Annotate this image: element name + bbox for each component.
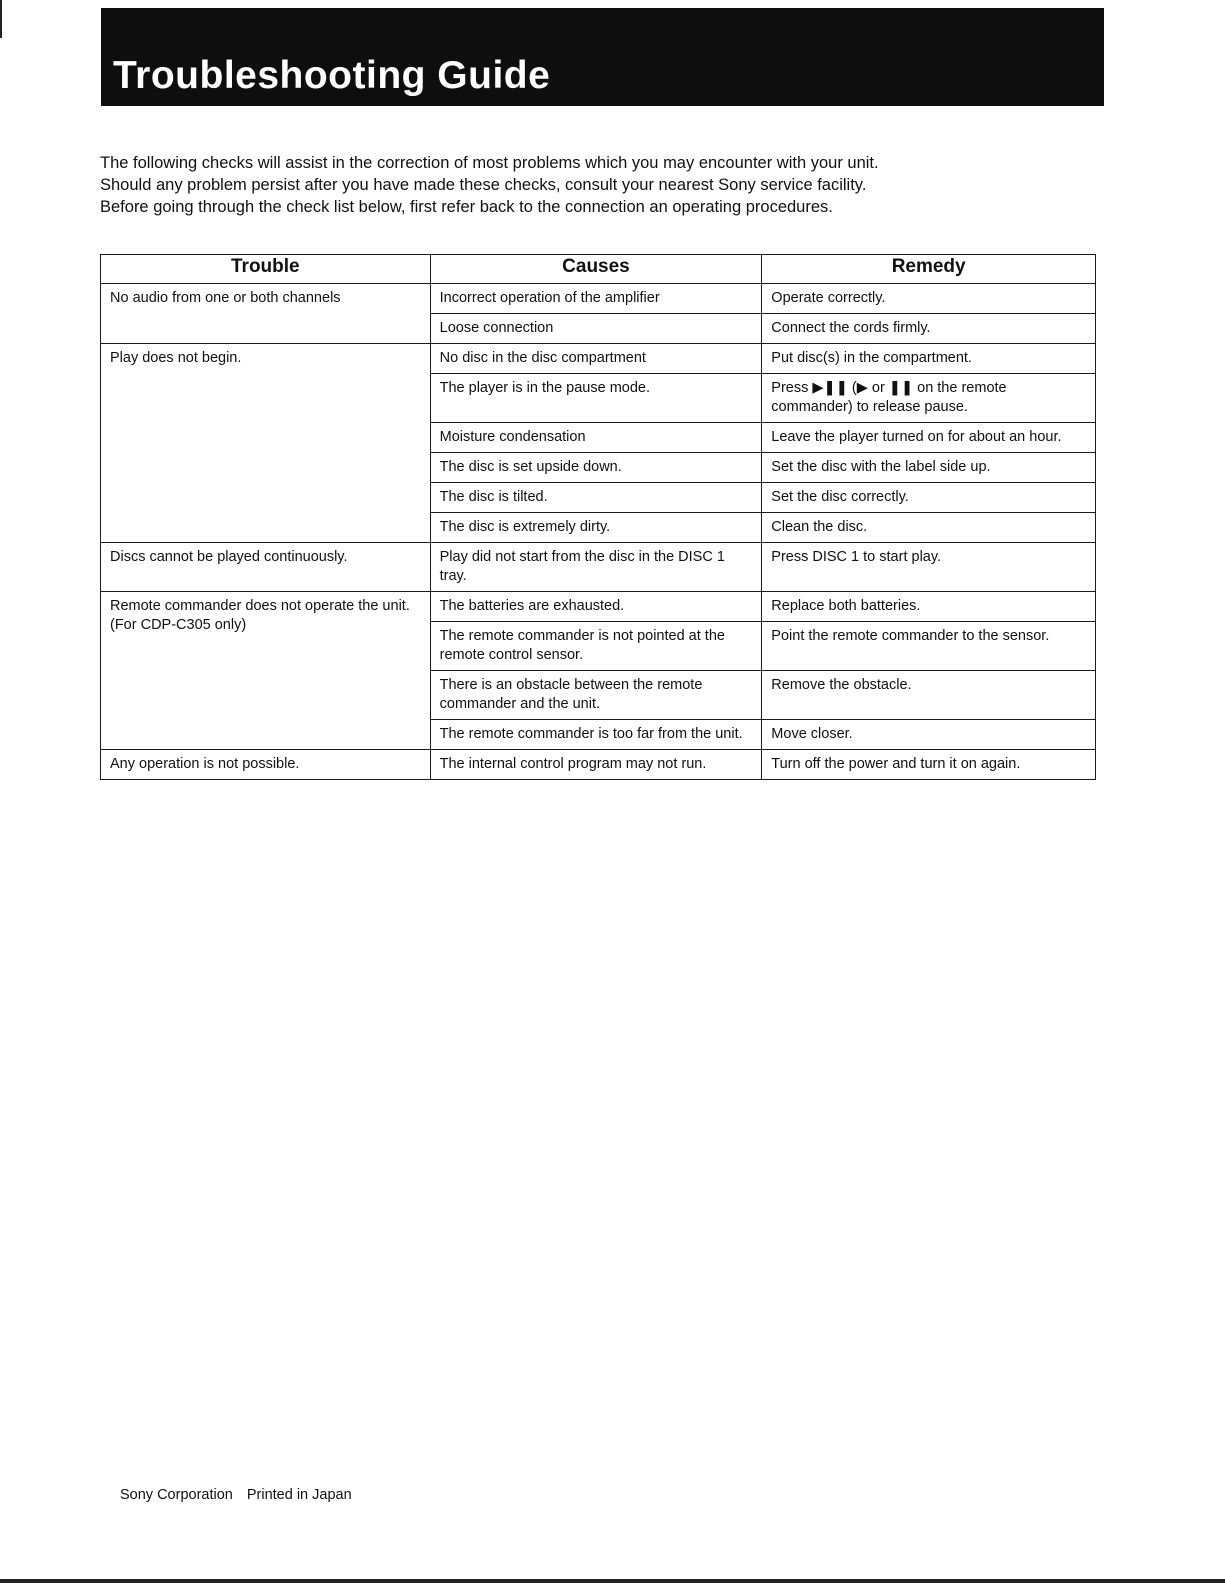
remedy-cell: Operate correctly. (762, 284, 1096, 314)
table-row (101, 344, 1096, 374)
footer (120, 1487, 352, 1503)
table-row (101, 284, 1096, 314)
intro-line: Before going through the check list below, first refer back to the connection an operating procedures. (100, 198, 833, 216)
remedy-cell: Press ▶❚❚ (▶ or ❚❚ on the remote commander) to release pause. (762, 374, 1096, 423)
trouble-text: Any operation is not possible. (110, 756, 300, 772)
trouble-cell (101, 750, 431, 780)
cause-cell: No disc in the disc compartment (430, 344, 762, 374)
scan-edge-mark (0, 0, 2, 38)
trouble-cell (101, 284, 431, 344)
remedy-cell: Put disc(s) in the compartment. (762, 344, 1096, 374)
trouble-cell (101, 592, 431, 750)
header-remedy: Remedy (762, 255, 1096, 284)
trouble-text: (For CDP-C305 only) (110, 617, 247, 633)
header-causes: Causes (430, 255, 762, 284)
cause-cell: Loose connection (430, 314, 762, 344)
table-row (101, 543, 1096, 592)
remedy-cell: Move closer. (762, 720, 1096, 750)
remedy-cell: Point the remote commander to the sensor. (762, 622, 1096, 671)
trouble-text: Remote commander does not operate the unit. (110, 598, 410, 614)
table-header-row (101, 255, 1096, 284)
cause-cell: Play did not start from the disc in the DISC 1 tray. (430, 543, 762, 592)
trouble-text: No audio from one or both channels (110, 290, 341, 306)
scan-edge-mark (0, 1579, 1225, 1583)
remedy-cell: Replace both batteries. (762, 592, 1096, 622)
intro-line: Should any problem persist after you have made these checks, consult your nearest Sony service facility. (100, 176, 867, 194)
remedy-cell: Set the disc correctly. (762, 483, 1096, 513)
remedy-cell: Clean the disc. (762, 513, 1096, 543)
trouble-cell (101, 344, 431, 543)
remedy-cell: Press DISC 1 to start play. (762, 543, 1096, 592)
table-row (101, 750, 1096, 780)
intro-text (100, 152, 1100, 218)
title-banner (101, 8, 1104, 106)
footer-company: Sony Corporation (120, 1487, 233, 1503)
cause-cell: The internal control program may not run. (430, 750, 762, 780)
remedy-cell: Connect the cords firmly. (762, 314, 1096, 344)
remedy-cell: Set the disc with the label side up. (762, 453, 1096, 483)
cause-cell: The batteries are exhausted. (430, 592, 762, 622)
trouble-text: Discs cannot be played continuously. (110, 549, 348, 565)
table-row (101, 592, 1096, 622)
cause-cell: Moisture condensation (430, 423, 762, 453)
cause-cell: The remote commander is not pointed at the remote control sensor. (430, 622, 762, 671)
cause-cell: The disc is tilted. (430, 483, 762, 513)
cause-cell: The remote commander is too far from the unit. (430, 720, 762, 750)
cause-cell: Incorrect operation of the amplifier (430, 284, 762, 314)
page-title: Troubleshooting Guide (113, 54, 551, 97)
cause-cell: The disc is set upside down. (430, 453, 762, 483)
cause-cell: The disc is extremely dirty. (430, 513, 762, 543)
footer-printed: Printed in Japan (246, 1487, 352, 1503)
cause-cell: There is an obstacle between the remote commander and the unit. (430, 671, 762, 720)
troubleshooting-table (100, 254, 1096, 780)
remedy-cell: Leave the player turned on for about an hour. (762, 423, 1096, 453)
header-trouble: Trouble (101, 255, 431, 284)
trouble-cell (101, 543, 431, 592)
table-body (101, 284, 1096, 780)
cause-cell: The player is in the pause mode. (430, 374, 762, 423)
remedy-cell: Turn off the power and turn it on again. (762, 750, 1096, 780)
trouble-text: Play does not begin. (110, 350, 242, 366)
remedy-cell: Remove the obstacle. (762, 671, 1096, 720)
intro-line: The following checks will assist in the correction of most problems which you may encounter with your unit. (100, 154, 879, 172)
